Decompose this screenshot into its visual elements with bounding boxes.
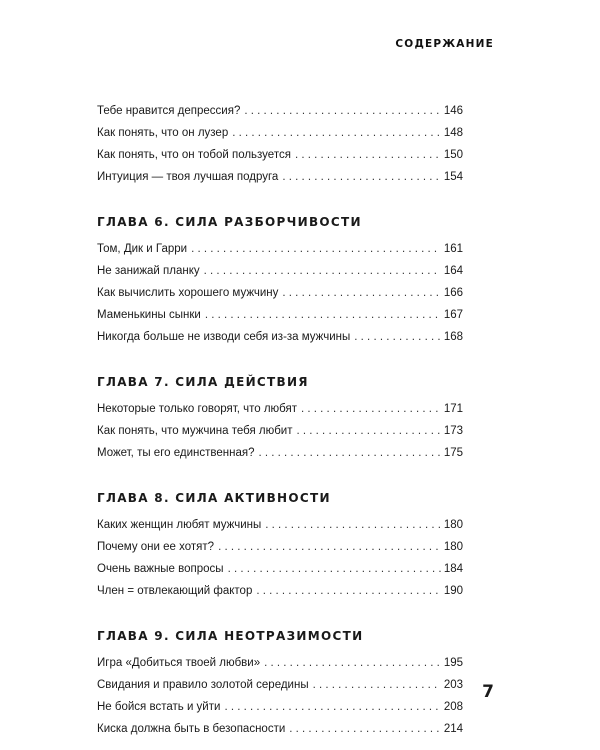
chapter-section xyxy=(97,628,463,740)
dot-leader xyxy=(354,326,441,348)
toc-entry-page: 166 xyxy=(443,287,463,299)
toc-entry-title: Член = отвлекающий фактор xyxy=(97,585,253,597)
toc-entry-title: Не бойся встать и уйти xyxy=(97,701,221,713)
toc-entry xyxy=(97,514,463,536)
dot-leader xyxy=(244,100,440,122)
toc-entry xyxy=(97,652,463,674)
chapter-section xyxy=(97,214,463,348)
dot-leader xyxy=(204,260,441,282)
toc-entry-page: 190 xyxy=(443,585,463,597)
toc-entry xyxy=(97,718,463,740)
chapter-section xyxy=(97,374,463,464)
toc-entry-page: 150 xyxy=(443,149,463,161)
dot-leader xyxy=(289,718,441,740)
dot-leader xyxy=(191,238,441,260)
toc-entry-page: 180 xyxy=(443,519,463,531)
toc-entry xyxy=(97,420,463,442)
toc-entry-page: 171 xyxy=(443,403,463,415)
toc-entry xyxy=(97,122,463,144)
chapter-heading: ГЛАВА 6. СИЛА РАЗБОРЧИВОСТИ xyxy=(97,215,362,229)
running-header: СОДЕРЖАНИЕ xyxy=(395,38,494,50)
toc-entry-page: 146 xyxy=(443,105,463,117)
toc-intro-section xyxy=(97,100,463,188)
toc-entry xyxy=(97,442,463,464)
toc-entry-title: Никогда больше не изводи себя из-за мужчины xyxy=(97,331,351,343)
page-number: 7 xyxy=(482,682,494,702)
dot-leader xyxy=(265,514,441,536)
toc-entry xyxy=(97,100,463,122)
toc-entry-title: Как понять, что мужчина тебя любит xyxy=(97,425,293,437)
dot-leader xyxy=(258,442,440,464)
toc-entry xyxy=(97,260,463,282)
toc-entry-title: Как понять, что он тобой пользуется xyxy=(97,149,291,161)
dot-leader xyxy=(256,580,440,602)
toc-entry-page: 173 xyxy=(443,425,463,437)
dot-leader xyxy=(297,420,441,442)
toc-entry xyxy=(97,398,463,420)
toc-entry xyxy=(97,558,463,580)
toc-entry xyxy=(97,326,463,348)
chapter-section xyxy=(97,490,463,602)
toc-entry xyxy=(97,304,463,326)
toc-entry-title: Том, Дик и Гарри xyxy=(97,243,188,255)
toc-chapters xyxy=(97,214,463,740)
toc-entry-page: 208 xyxy=(443,701,463,713)
toc-entry-page: 180 xyxy=(443,541,463,553)
toc-entry-page: 184 xyxy=(443,563,463,575)
toc-entry-page: 154 xyxy=(443,171,463,183)
dot-leader xyxy=(218,536,441,558)
toc-entry xyxy=(97,166,463,188)
toc-entry-page: 214 xyxy=(443,723,463,735)
toc-entry-page: 167 xyxy=(443,309,463,321)
dot-leader xyxy=(282,282,440,304)
chapter-heading: ГЛАВА 9. СИЛА НЕОТРАЗИМОСТИ xyxy=(97,629,364,643)
toc-entry-page: 168 xyxy=(443,331,463,343)
toc-entry xyxy=(97,282,463,304)
toc-entry-title: Каких женщин любят мужчины xyxy=(97,519,262,531)
toc-entry-title: Как вычислить хорошего мужчину xyxy=(97,287,279,299)
toc-entry-title: Очень важные вопросы xyxy=(97,563,224,575)
toc-entry-title: Киска должна быть в безопасности xyxy=(97,723,286,735)
toc-entry-page: 203 xyxy=(443,679,463,691)
toc-entry xyxy=(97,144,463,166)
toc-entry-page: 148 xyxy=(443,127,463,139)
dot-leader xyxy=(301,398,441,420)
dot-leader xyxy=(228,558,441,580)
toc-entry-page: 161 xyxy=(443,243,463,255)
toc-entry-title: Некоторые только говорят, что любят xyxy=(97,403,297,415)
toc-entry-title: Как понять, что он лузер xyxy=(97,127,229,139)
toc-entry-title: Может, ты его единственная? xyxy=(97,447,255,459)
toc-entry-title: Свидания и правило золотой середины xyxy=(97,679,309,691)
dot-leader xyxy=(282,166,441,188)
dot-leader xyxy=(313,674,441,696)
toc-entry xyxy=(97,580,463,602)
dot-leader xyxy=(264,652,441,674)
toc-entry xyxy=(97,536,463,558)
chapter-heading: ГЛАВА 7. СИЛА ДЕЙСТВИЯ xyxy=(97,375,309,389)
toc-entry-title: Тебе нравится депрессия? xyxy=(97,105,241,117)
dot-leader xyxy=(295,144,441,166)
toc-entry-title: Интуиция — твоя лучшая подруга xyxy=(97,171,279,183)
toc-entry xyxy=(97,696,463,718)
toc-entry xyxy=(97,238,463,260)
dot-leader xyxy=(224,696,440,718)
toc-entry-page: 175 xyxy=(443,447,463,459)
toc-entry-title: Не занижай планку xyxy=(97,265,200,277)
toc-entry-title: Игра «Добиться твоей любви» xyxy=(97,657,261,669)
dot-leader xyxy=(232,122,441,144)
toc-entry-page: 195 xyxy=(443,657,463,669)
toc-entry-title: Почему они ее хотят? xyxy=(97,541,215,553)
toc-entry-title: Маменькины сынки xyxy=(97,309,201,321)
toc-entry xyxy=(97,674,463,696)
toc-entry-page: 164 xyxy=(443,265,463,277)
dot-leader xyxy=(205,304,441,326)
chapter-heading: ГЛАВА 8. СИЛА АКТИВНОСТИ xyxy=(97,491,331,505)
table-of-contents xyxy=(97,100,463,740)
